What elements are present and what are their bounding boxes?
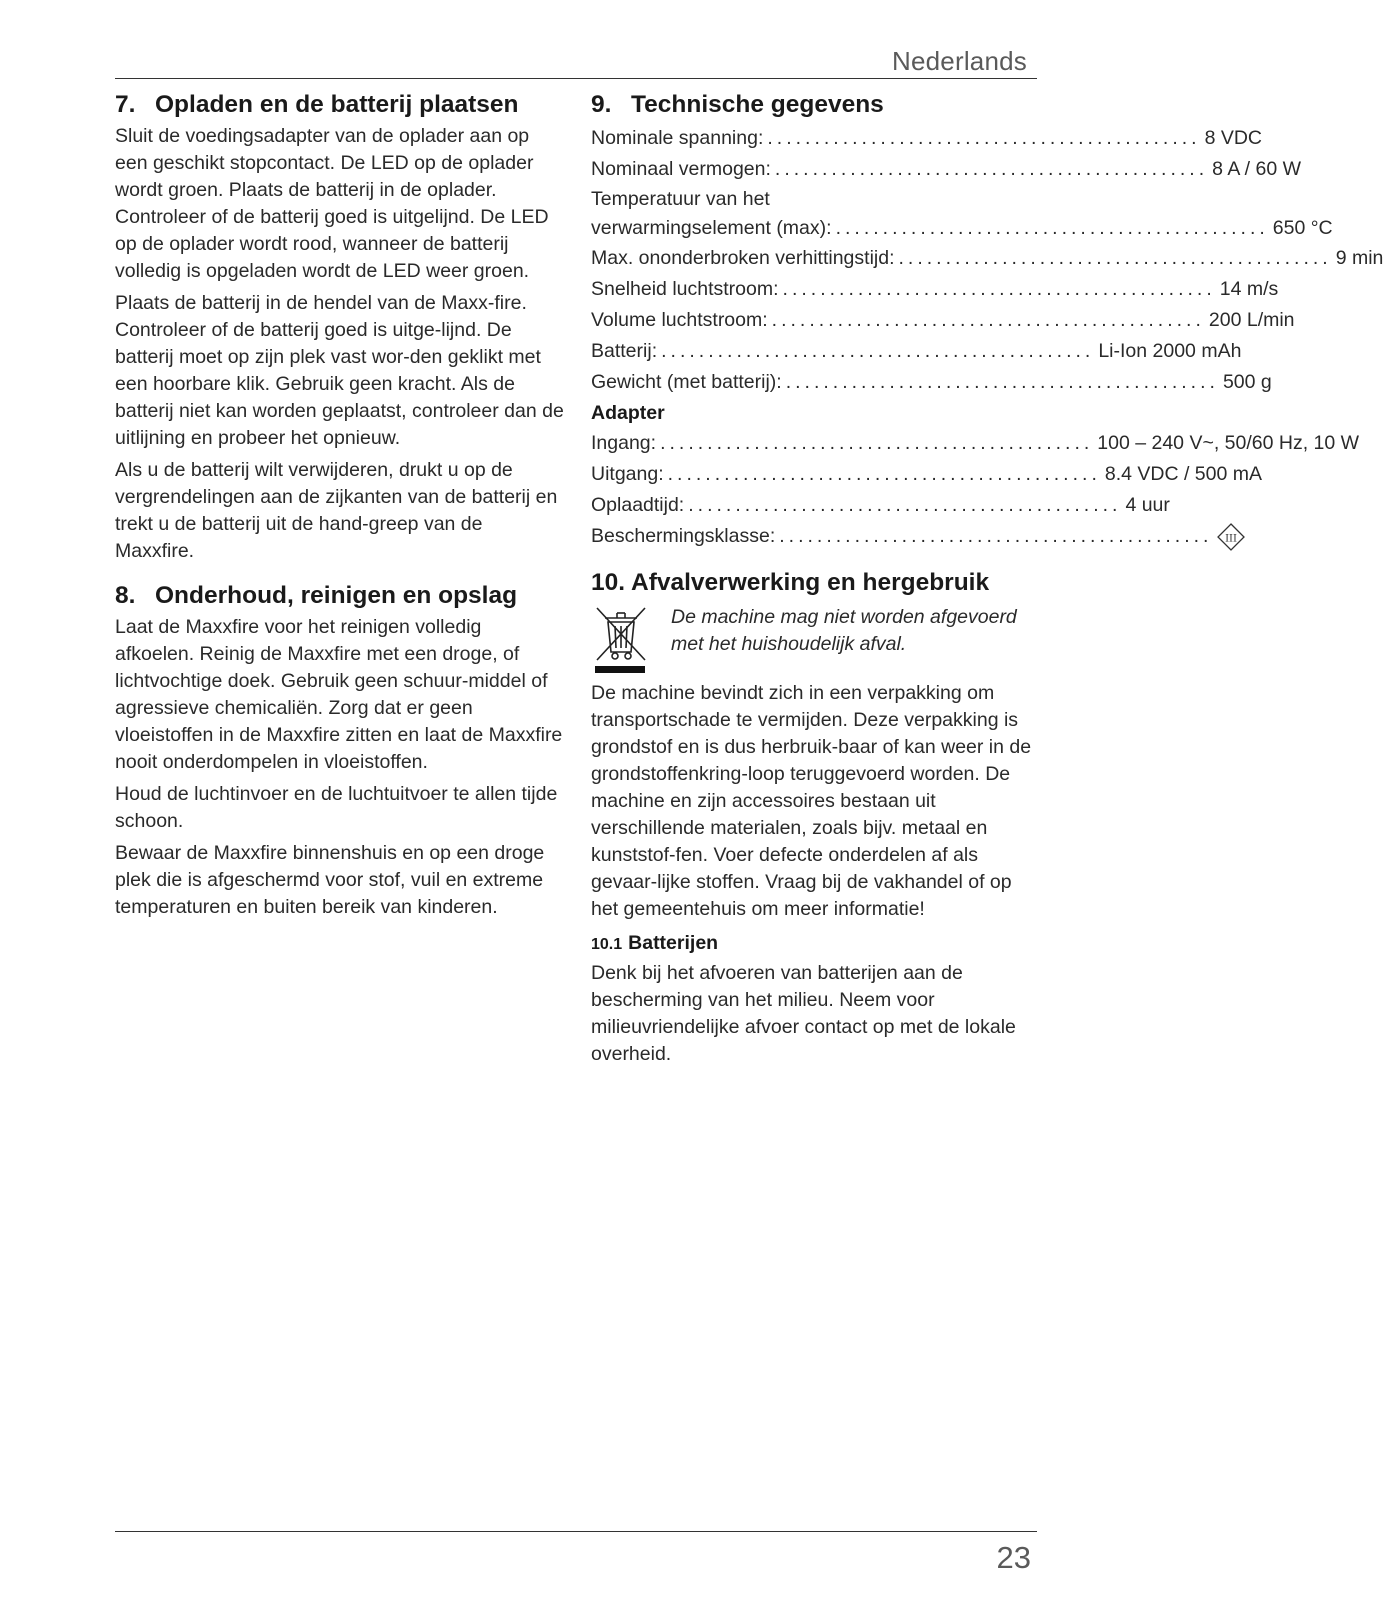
- spec-value: [1216, 521, 1246, 552]
- footer-rule: [115, 1531, 1037, 1532]
- page-number: 23: [996, 1540, 1031, 1575]
- spec-leader-dots: ..............................................: [835, 217, 1269, 239]
- spec-value: 4 uur: [1125, 494, 1170, 516]
- spec-leader-dots: ..............................................: [782, 278, 1216, 300]
- spec-row: [591, 305, 1295, 336]
- spec-label: Batterij:: [591, 340, 658, 362]
- section-10: [591, 566, 1037, 1068]
- section-9-title: Technische gegevens: [631, 91, 884, 118]
- spec-leader-dots: ..............................................: [774, 158, 1209, 180]
- section-7-paragraph-1: Sluit de voedingsadapter van de oplader aan op een geschikt stopcontact. De LED op de oplader wordt groen. Plaats de batterij in de oplader. Controleer of de batterij goed is uitgelijnd. De LED op de oplader wordt rood, wanneer de batterij volledig is opgeladen wordt de LED weer groen.: [115, 125, 549, 282]
- spec-label: Snelheid luchtstroom:: [591, 278, 779, 300]
- spec-leader-dots: ..............................................: [779, 525, 1213, 547]
- spec-value: 8.4 VDC / 500 mA: [1104, 463, 1263, 485]
- section-7-heading: [115, 88, 565, 122]
- left-column: [115, 88, 565, 935]
- spec-row: [591, 154, 1302, 185]
- section-9: [591, 88, 1383, 552]
- spec-row: [591, 243, 1383, 274]
- section-8-paragraph-3: Bewaar de Maxxfire binnenshuis en op een droge plek die is afgeschermd voor stof, vuil en extreme temperaturen en buiten bereik van kinderen.: [115, 842, 545, 918]
- adapter-title: Adapter: [591, 402, 665, 424]
- section-7: [115, 88, 565, 565]
- adapter-spec-row: [591, 428, 1360, 459]
- spec-label: Nominale spanning:: [591, 127, 764, 149]
- section-8-heading: [115, 579, 565, 613]
- spec-leader-dots: ..............................................: [785, 371, 1219, 393]
- spec-row: [591, 185, 1333, 243]
- spec-leader-dots: ..............................................: [767, 127, 1201, 149]
- header-rule: [115, 78, 1037, 79]
- spec-leader-dots: ..............................................: [771, 309, 1205, 331]
- spec-label: Oplaadtijd:: [591, 494, 685, 516]
- spec-label: Volume luchtstroom:: [591, 309, 768, 331]
- section-8-title: Onderhoud, reinigen en opslag: [155, 582, 518, 609]
- spec-label: Max. ononderbroken verhittingstijd:: [591, 247, 895, 269]
- waste-warning: [591, 604, 1037, 674]
- spec-leader-dots: ..............................................: [688, 494, 1122, 516]
- section-8-paragraph-1: Laat de Maxxfire voor het reinigen volledig afkoelen. Reinig de Maxxfire met een droge, of lichtvochtige doek. Gebruik geen schuur-middel of agressieve chemicaliën. Zorg dat er geen vloeistoffen in de Maxxfire zitten en laat de Maxxfire nooit onderdompelen in vloeistoffen.: [115, 616, 563, 773]
- spec-label: verwarmingselement (max):: [591, 217, 832, 239]
- section-10-number: 10.: [591, 569, 626, 596]
- section-10-title: Afvalverwerking en hergebruik: [631, 569, 990, 596]
- spec-label: Beschermingsklasse:: [591, 525, 776, 547]
- spec-value: Li-Ion 2000 mAh: [1098, 340, 1242, 362]
- spec-leader-dots: ..............................................: [661, 340, 1095, 362]
- spec-row: [591, 274, 1279, 305]
- subsection-10-1-number: 10.1: [591, 936, 623, 953]
- protection-class-iii-icon: [1216, 522, 1246, 552]
- spec-label: Ingang:: [591, 432, 657, 454]
- spec-value: 500 g: [1222, 371, 1272, 393]
- section-8-number: 8.: [115, 582, 136, 609]
- right-column: [591, 88, 1383, 1082]
- crossed-out-wheelie-bin-icon: [591, 604, 651, 674]
- spec-label: Nominaal vermogen:: [591, 158, 771, 180]
- adapter-spec-row: [591, 521, 1238, 552]
- spec-leader-dots: ..............................................: [660, 432, 1094, 454]
- spec-label: Uitgang:: [591, 463, 664, 485]
- section-7-paragraph-2: Plaats de batterij in de hendel van de Maxx-fire. Controleer of de batterij goed is uitge-lijnd. De batterij moet op zijn plek vast wor-den geklikt met een hoorbare klik. Gebruik geen kracht. Als de batterij niet kan worden geplaatst, controleer dan de uitlijning en probeer het opnieuw.: [115, 292, 564, 449]
- section-7-number: 7.: [115, 91, 136, 118]
- spec-value: 100 – 240 V~, 50/60 Hz, 10 W: [1097, 432, 1360, 454]
- section-10-paragraph: De machine bevindt zich in een verpakking om transportschade te vermijden. Deze verpakking is grondstof en is dus herbruik-baar of kan weer in de grondstoffenkring-loop teruggevoerd worden. De machine en zijn accessoires bestaan uit verschillende materialen, zoals bijv. metaal en kunststof-fen. Voer defecte onderdelen af als gevaar-lijke stoffen. Vraag bij de vakhandel of op het gemeentehuis om meer informatie!: [591, 682, 1032, 920]
- protection-class-label: III: [1225, 533, 1238, 545]
- section-9-heading: [591, 88, 1037, 122]
- spec-row: [591, 123, 1263, 154]
- header-language: Nederlands: [892, 46, 1027, 76]
- spec-value: 9 min: [1335, 247, 1383, 269]
- spec-row: [591, 367, 1272, 398]
- spec-row: [591, 336, 1242, 367]
- section-10-heading: [591, 566, 1037, 600]
- spec-value: 650 °C: [1272, 217, 1333, 239]
- spec-value: 8 VDC: [1204, 127, 1263, 149]
- adapter-spec-row: [591, 459, 1263, 490]
- waste-note: De machine mag niet worden afgevoerd met het huishoudelijk afval.: [671, 606, 1017, 655]
- subsection-10-1-paragraph: Denk bij het afvoeren van batterijen aan de bescherming van het milieu. Neem voor milieuvriendelijke afvoer contact op met de lokale overheid.: [591, 962, 1016, 1065]
- subsection-10-1-title: Batterijen: [628, 932, 719, 954]
- section-7-paragraph-3: Als u de batterij wilt verwijderen, drukt u op de vergrendelingen aan de zijkanten van de batterij en trekt u de batterij uit de hand-greep van de Maxxfire.: [115, 459, 558, 562]
- section-7-title: Opladen en de batterij plaatsen: [155, 91, 519, 118]
- subsection-10-1-heading: [591, 928, 1037, 960]
- spec-leader-dots: ..............................................: [898, 247, 1332, 269]
- spec-label: Gewicht (met batterij):: [591, 371, 782, 393]
- spec-label-line1: Temperatuur van het: [591, 188, 770, 210]
- spec-value: 200 L/min: [1208, 309, 1295, 331]
- section-8: [115, 579, 565, 921]
- spec-value: 8 A / 60 W: [1212, 158, 1302, 180]
- adapter-spec-row: [591, 490, 1170, 521]
- spec-value: 14 m/s: [1219, 278, 1279, 300]
- spec-leader-dots: ..............................................: [667, 463, 1101, 485]
- section-9-number: 9.: [591, 91, 612, 118]
- section-8-paragraph-2: Houd de luchtinvoer en de luchtuitvoer te allen tijde schoon.: [115, 783, 558, 832]
